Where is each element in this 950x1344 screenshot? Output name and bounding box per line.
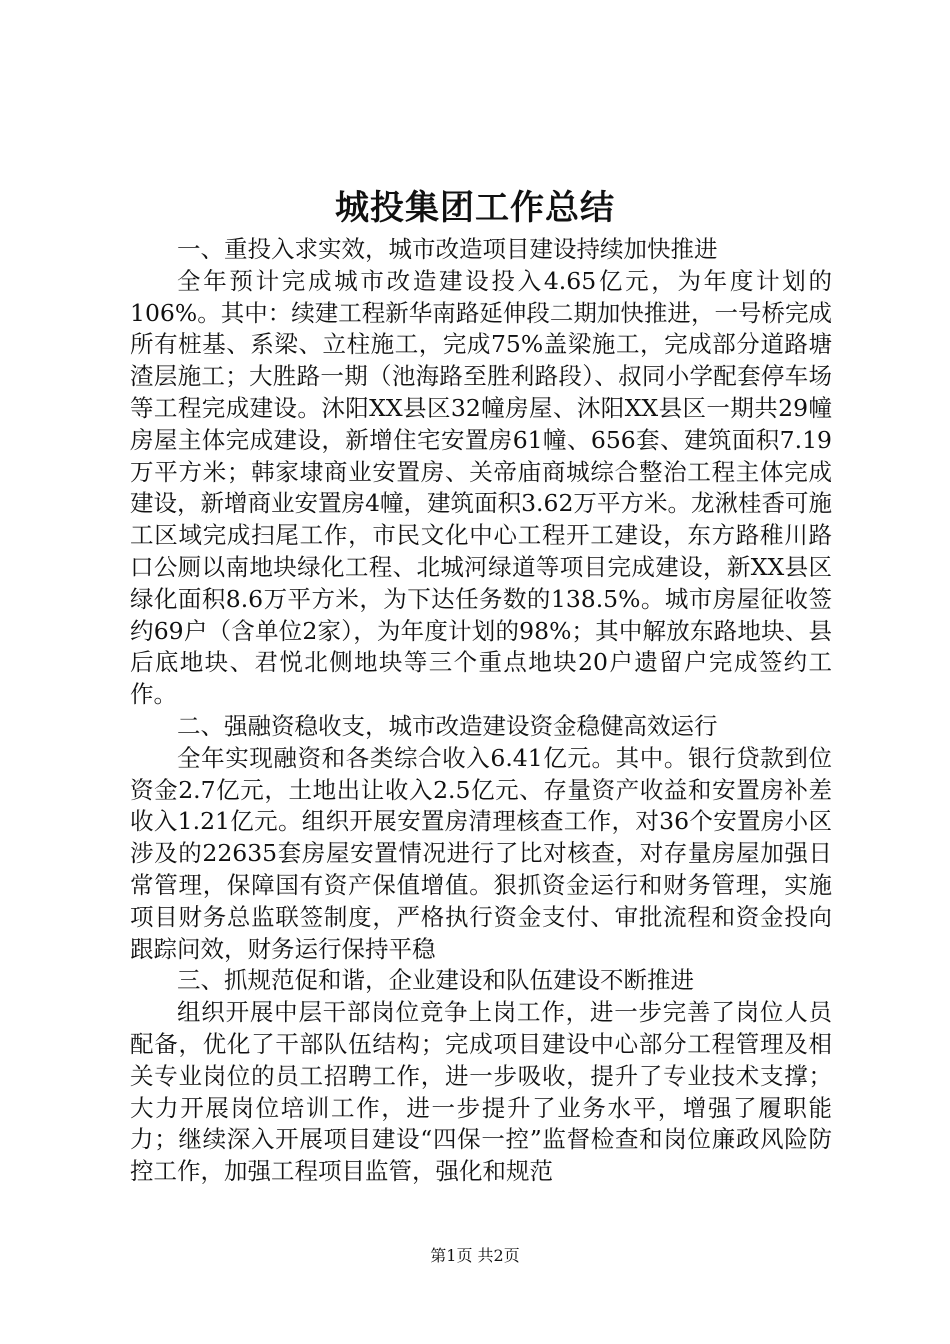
section-paragraph-3: 组织开展中层干部岗位竞争上岗工作，进一步完善了岗位人员配备，优化了干部队伍结构；完成项目建设中心部分工程管理及相关专业岗位的员工招聘工作，进一步吸收，提升了专业技术支撑；大力开展岗位培训工作，进一步提升了业务水平，增强了履职能力；继续深入开展项目建设“四保一控”监督检查和岗位廉政风险防控工作，加强工程项目监管，强化和规范 (130, 998, 832, 1186)
section-heading-1: 一、重投入求实效，城市改造项目建设持续加快推进 (177, 235, 718, 263)
section-paragraph-2: 全年实现融资和各类综合收入6.41亿元。其中。银行贷款到位资金2.7亿元，土地出让收入2.5亿元、存量资产收益和安置房补差收入1.21亿元。组织开展安置房清理核查工作，对36个安置房小区涉及的22635套房屋安置情况进行了比对核查，对存量房屋加强日常管理，保障国有资产保值增值。狠抓资金运行和财务管理，实施项目财务总监联签制度，严格执行资金支付、审批流程和资金投向跟踪问效，财务运行保持平稳 (130, 743, 832, 963)
page-footer: 第1页 共2页 (430, 1246, 520, 1265)
section-paragraph-1: 全年预计完成城市改造建设投入4.65亿元，为年度计划的106%。其中：续建工程新华南路延伸段二期加快推进，一号桥完成所有桩基、系梁、立柱施工，完成75%盖梁施工，完成部分道路塘渣层施工；大胜路一期（池海路至胜利路段）、叔同小学配套停车场等工程完成建设。沐阳XX县区32幢房屋、沐阳XX县区一期共29幢房屋主体完成建设，新增住宅安置房61幢、656套、建筑面积7.19万平方米；韩家埭商业安置房、关帝庙商城综合整治工程主体完成建设，新增商业安置房4幢，建筑面积3.62万平方米。龙湫桂香可施工区域完成扫尾工作，市民文化中心工程开工建设，东方路稚川路口公厕以南地块绿化工程、北城河绿道等项目完成建设，新XX县区绿化面积8.6万平方米，为下达任务数的138.5%。城市房屋征收签约69户（含单位2家），为年度计划的98%；其中解放东路地块、县后底地块、君悦北侧地块等三个重点地块20户遗留户完成签约工作。 (130, 266, 832, 709)
section-heading-2: 二、强融资稳收支，城市改造建设资金稳健高效运行 (177, 711, 718, 740)
document-title: 城投集团工作总结 (335, 188, 615, 228)
document-body (130, 234, 832, 1188)
section-heading-3: 三、抓规范促和谐，企业建设和队伍建设不断推进 (177, 966, 694, 995)
